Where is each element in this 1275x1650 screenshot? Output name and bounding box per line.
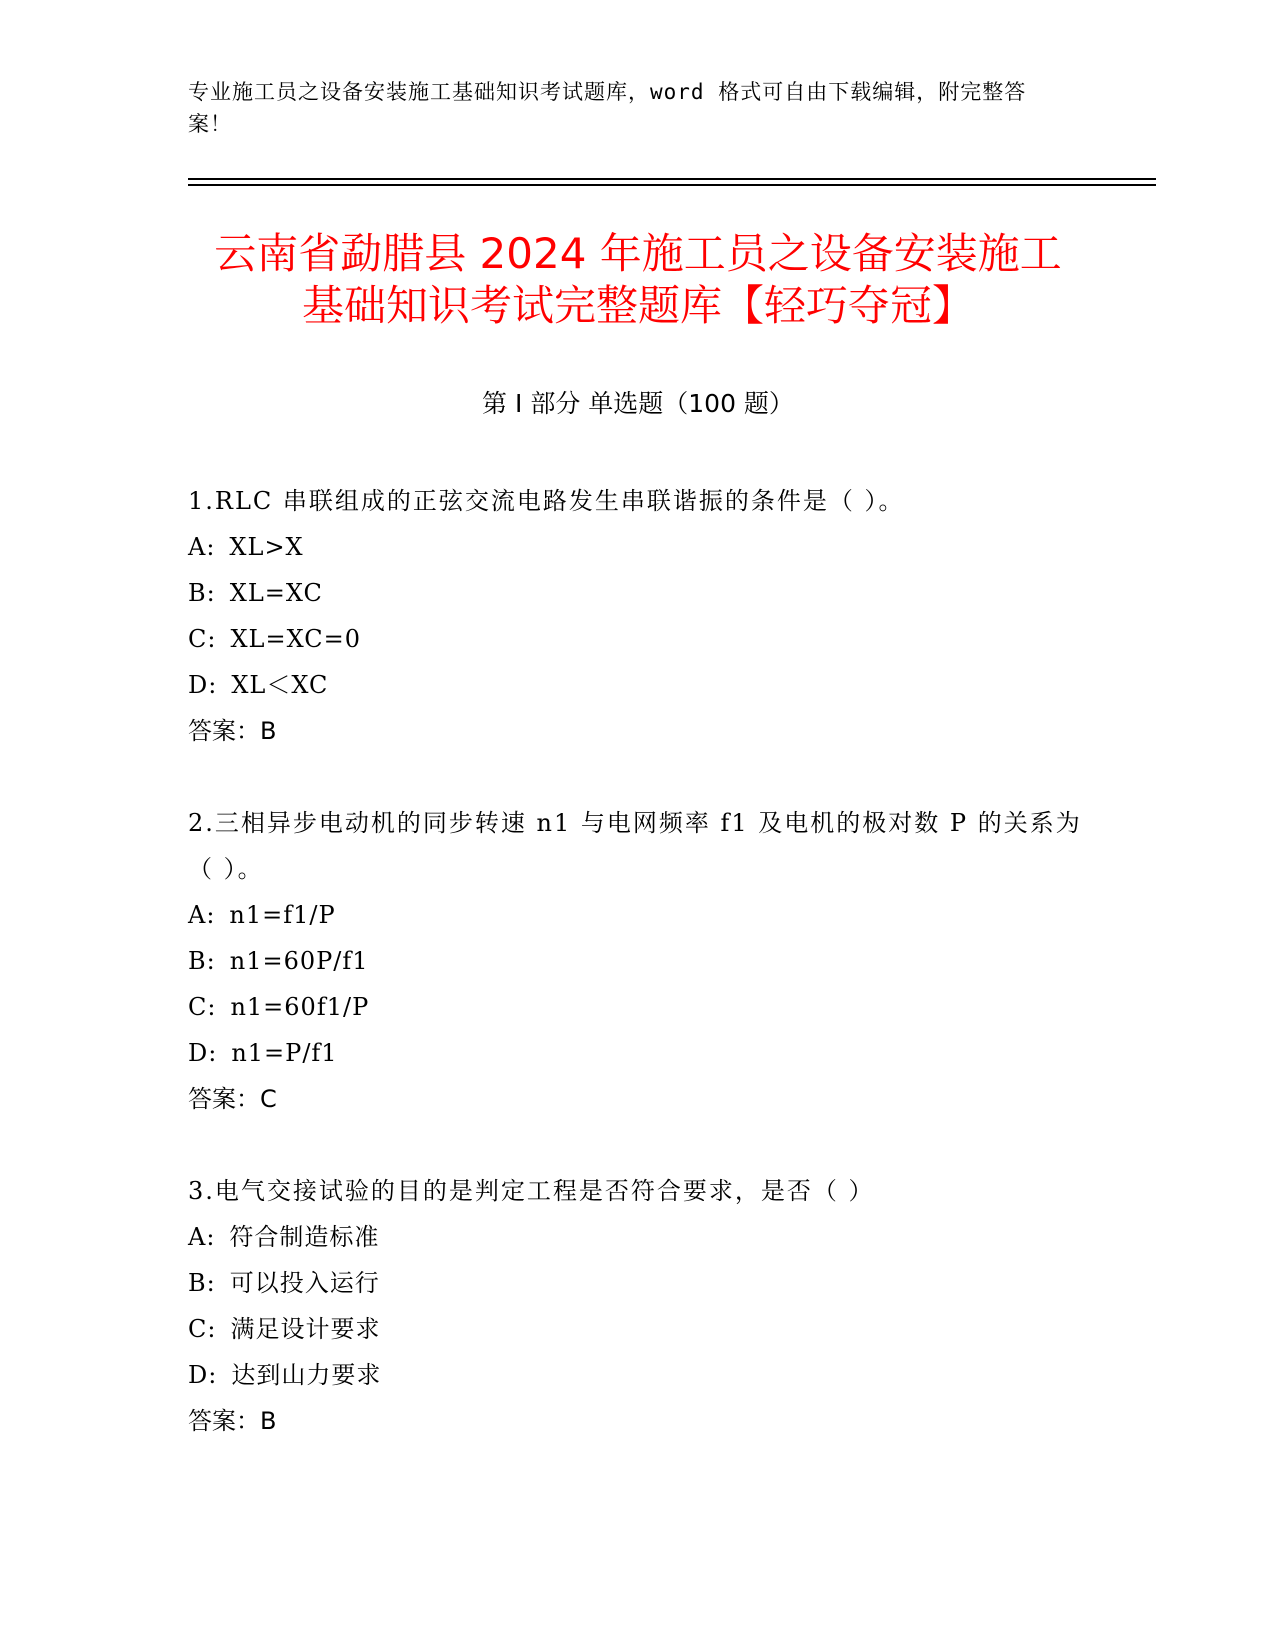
option-a (188, 524, 1088, 570)
option-c (188, 1306, 1088, 1352)
option-text: n1=60f1/P (230, 993, 370, 1021)
option-text: n1=P/f1 (231, 1039, 338, 1067)
question-1 (188, 478, 1088, 754)
title-line-1: 云南省勐腊县 2024 年施工员之设备安装施工 (214, 229, 1062, 278)
option-d (188, 1352, 1088, 1398)
option-text: 满足设计要求 (230, 1315, 381, 1343)
answer-line: 答案：C (188, 1085, 277, 1113)
question-stem: 1.RLC 串联组成的正弦交流电路发生串联谐振的条件是（ ）。 (188, 487, 905, 515)
option-b (188, 570, 1088, 616)
option-c (188, 984, 1088, 1030)
option-letter: D: (188, 1039, 218, 1067)
option-a (188, 892, 1088, 938)
option-c (188, 616, 1088, 662)
question-2 (188, 800, 1088, 1122)
answer-line: 答案：B (188, 1407, 277, 1435)
option-text: XL>X (229, 533, 304, 561)
option-b (188, 938, 1088, 984)
option-text: n1=60P/f1 (229, 947, 369, 975)
option-b (188, 1260, 1088, 1306)
option-text: XL=XC=0 (230, 625, 361, 653)
question-list (188, 478, 1088, 1490)
option-d (188, 1030, 1088, 1076)
header-divider-top (188, 178, 1156, 180)
option-letter: C: (188, 993, 217, 1021)
question-stem: 3.电气交接试验的目的是判定工程是否符合要求，是否（ ） (188, 1177, 875, 1205)
option-text: XL＜XC (231, 671, 329, 699)
option-letter: D: (188, 671, 218, 699)
option-letter: C: (188, 1315, 217, 1343)
option-text: n1=f1/P (229, 901, 336, 929)
option-text: XL=XC (229, 579, 323, 607)
option-text: 达到山力要求 (231, 1361, 382, 1389)
option-letter: A: (188, 1223, 216, 1251)
title-line-2: 基础知识考试完整题库【轻巧夺冠】 (301, 281, 974, 330)
option-text: 可以投入运行 (229, 1269, 380, 1297)
option-a (188, 1214, 1088, 1260)
option-letter: B: (188, 1269, 216, 1297)
option-text: 符合制造标准 (229, 1223, 380, 1251)
option-letter: C: (188, 625, 217, 653)
option-letter: A: (188, 533, 216, 561)
option-letter: B: (188, 579, 216, 607)
section-heading: 第 I 部分 单选题（100 题） (482, 389, 794, 418)
header-note: 专业施工员之设备安装施工基础知识考试题库，word 格式可自由下载编辑，附完整答案！ (188, 80, 1027, 136)
option-d (188, 662, 1088, 708)
option-letter: B: (188, 947, 216, 975)
question-stem: 2.三相异步电动机的同步转速 n1 与电网频率 f1 及电机的极对数 P 的关系为（ ）。 (188, 809, 1082, 883)
answer-line: 答案：B (188, 717, 277, 745)
question-3 (188, 1168, 1088, 1444)
header-divider-bottom (188, 184, 1156, 186)
option-letter: A: (188, 901, 216, 929)
option-letter: D: (188, 1361, 218, 1389)
document-title (188, 228, 1088, 332)
